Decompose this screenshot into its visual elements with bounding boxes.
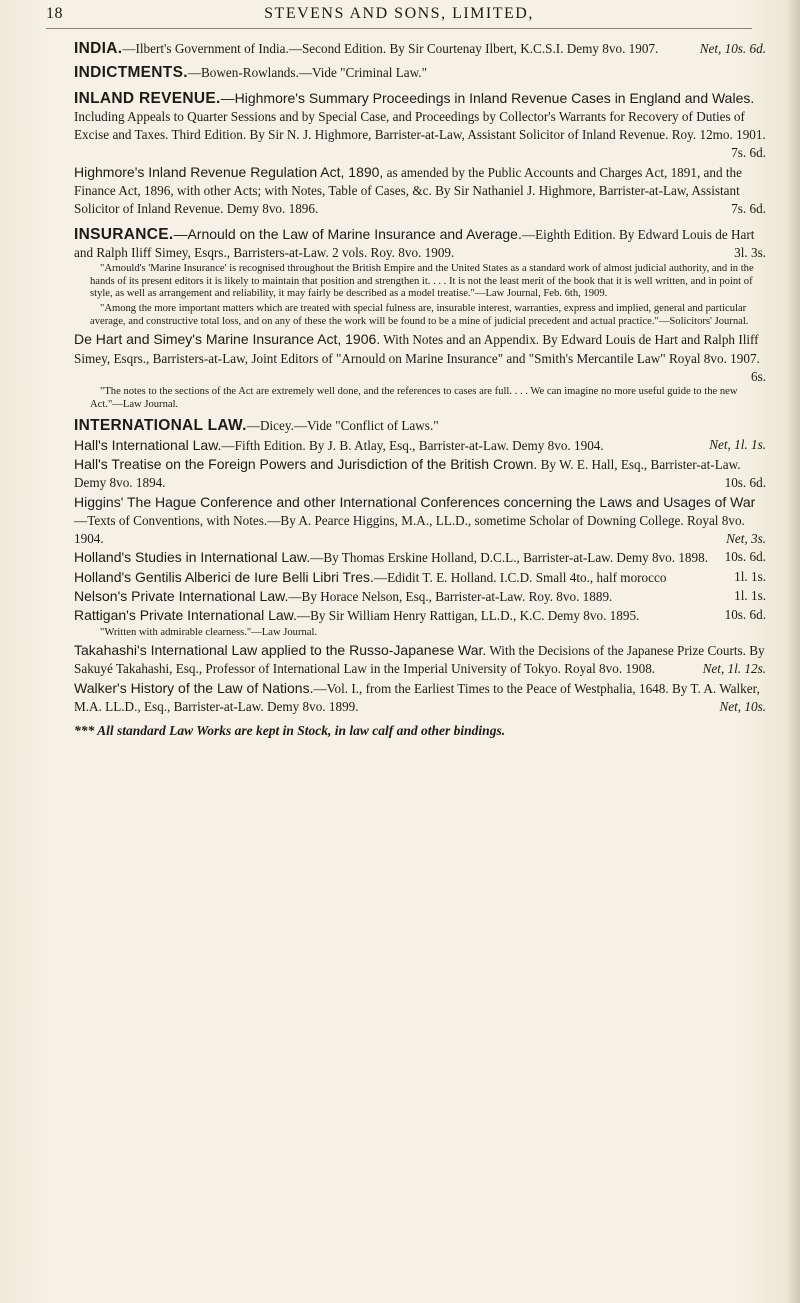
entry-price: 10s. 6d. bbox=[724, 607, 766, 623]
international-entry-hall bbox=[74, 436, 766, 455]
entry-price: Net, 10s. bbox=[719, 699, 766, 715]
running-head-title: STEVENS AND SONS, LIMITED, bbox=[264, 5, 534, 22]
indictments-xref: —Bowen-Rowlands.—Vide "Criminal Law." bbox=[187, 65, 427, 81]
international-entry-nelson bbox=[74, 587, 766, 606]
international-entry-rattigan bbox=[74, 606, 766, 625]
entry-price: Net, 3s. bbox=[726, 531, 766, 547]
page-edge-shadow bbox=[786, 0, 800, 1303]
section-inland-revenue bbox=[74, 89, 766, 219]
catalogue-content bbox=[74, 40, 766, 741]
entry-title: Rattigan's Private International Law. bbox=[74, 607, 297, 624]
page-number: 18 bbox=[46, 5, 63, 22]
section-heading-international-law: INTERNATIONAL LAW. bbox=[74, 417, 247, 435]
inland-entry2-price: 7s. 6d. bbox=[731, 201, 766, 217]
entry-text: —Texts of Conventions, with Notes.—By A. Pearce Higgins, M.A., LL.D., sometime Scholar of Downing College. Royal 8vo. 1904. bbox=[74, 512, 745, 547]
section-heading-india: INDIA. bbox=[74, 40, 123, 57]
inland-entry1-price: 7s. 6d. bbox=[731, 145, 766, 161]
entry-title: Holland's Gentilis Alberici de Iure Belli Libri Tres. bbox=[74, 568, 374, 585]
entry-text: —By Thomas Erskine Holland, D.C.L., Barrister-at-Law. Demy 8vo. 1898. bbox=[310, 550, 709, 566]
entry-text: With the Decisions of the Japanese Prize Courts. By Sakuyé Takahashi, Esq., Professor of International Law in the Imperial University of Tokyo. Royal 8vo. 1908. bbox=[74, 643, 765, 677]
section-international-law bbox=[74, 417, 766, 716]
entry-price: 10s. 6d. bbox=[724, 549, 766, 565]
entry-text: —Fifth Edition. By J. B. Atlay, Esq., Barrister-at-Law. Demy 8vo. 1904. bbox=[221, 437, 604, 453]
entry-price: Net, 1l. 1s. bbox=[709, 436, 766, 452]
international-entry-higgins bbox=[74, 493, 766, 549]
entry-title: Walker's History of the Law of Nations. bbox=[74, 679, 314, 696]
inland-entry2-title: Highmore's Inland Revenue Regulation Act, 1890, bbox=[74, 163, 384, 180]
entry-price: Net, 1l. 12s. bbox=[702, 661, 766, 677]
insurance-entry2-text: With Notes and an Appendix. By Edward Louis de Hart and Ralph Iliff Simey, Esqrs., Barristers-at-Law, Joint Editors of "Arnould on Marine Insurance" and "Smith's Mercantile Law" Royal 8vo. 1907. bbox=[74, 332, 760, 366]
header-rule bbox=[46, 28, 752, 29]
entry-text: —By Sir William Henry Rattigan, LL.D., K.C. Demy 8vo. 1895. bbox=[296, 608, 640, 624]
india-price: Net, 10s. 6d. bbox=[699, 41, 766, 56]
entry-title: Higgins' The Hague Conference and other International Conferences concerning the Laws and Usages of War bbox=[74, 493, 756, 510]
insurance-review-quote-2: "Among the more important matters which are treated with special fulness are, insurable interest, warranties, express and implied, general and particular average, and constructive total loss, and on any of these the work will be found to be a mine of judicial precedent and actual practice."—Solicitors' Journal. bbox=[90, 303, 749, 327]
insurance-review-quote-3: "The notes to the sections of the Act are extremely well done, and the references to cases are full. . . . We can imagine no more useful guide to the new Act."—Law Journal. bbox=[90, 386, 738, 410]
india-entry-text: —Ilbert's Government of India.—Second Edition. By Sir Courtenay Ilbert, K.C.S.I. Demy 8vo. 1907. bbox=[122, 41, 659, 56]
entry-text: —By Horace Nelson, Esq., Barrister-at-Law. Roy. 8vo. 1889. bbox=[288, 588, 613, 604]
entry-title: Nelson's Private International Law. bbox=[74, 587, 289, 604]
entry-title: Hall's Treatise on the Foreign Powers and Jurisdiction of the British Crown. bbox=[74, 455, 538, 472]
insurance-entry1-text: —Eighth Edition. By Edward Louis de Hart and Ralph Iliff Simey, Esqrs., Barristers-at-Law. 2 vols. Roy. 8vo. 1909. bbox=[74, 226, 755, 260]
insurance-review-quote-1: "Arnould's 'Marine Insurance' is recognised throughout the British Empire and the United States as a standard work of almost judicial authority, and in the hands of its present editors it is likely to maintain that position and strengthen it. . . . It is not the least merit of the book that it is well written, and in point of style, as well as arrangement and reliability, it may fairly be described as a model treatise."—Law Journal, Feb. 6th, 1909. bbox=[90, 263, 754, 300]
section-heading-inland-revenue: INLAND REVENUE. bbox=[74, 89, 221, 107]
inland-entry1-text: Including Appeals to Quarter Sessions and by Special Case, and Proceedings by Collector's Warrants for Recovery of Duties of Excise and Taxes. Third Edition. By Sir N. J. Highmore, Barrister-at-Law, Assistant Solicitor of Inland Revenue. Roy. 12mo. 1901. bbox=[74, 108, 766, 143]
international-entry-hall-treatise bbox=[74, 455, 766, 493]
section-india bbox=[74, 40, 766, 58]
international-xref: —Dicey.—Vide "Conflict of Laws." bbox=[246, 418, 439, 434]
section-indictments bbox=[74, 64, 766, 82]
entry-text: —Edidit T. E. Holland. I.C.D. Small 4to., half morocco bbox=[373, 569, 667, 585]
running-header bbox=[46, 2, 752, 24]
entry-title: Takahashi's International Law applied to the Russo-Japanese War. bbox=[74, 642, 487, 659]
section-heading-indictments: INDICTMENTS. bbox=[74, 64, 188, 82]
stock-footnote: *** All standard Law Works are kept in Stock, in law calf and other bindings. bbox=[74, 723, 506, 739]
insurance-entry2-title: De Hart and Simey's Marine Insurance Act, 1906. bbox=[74, 331, 381, 348]
entry-price: 1l. 1s. bbox=[734, 587, 766, 603]
entry-text: By W. E. Hall, Esq., Barrister-at-Law. Demy 8vo. 1894. bbox=[74, 456, 741, 491]
entry-price: 10s. 6d. bbox=[724, 475, 766, 491]
entry-text: —Vol. I., from the Earliest Times to the Peace of Westphalia, 1648. By T. A. Walker, M.A. LL.D., Esq., Barrister-at-Law. Demy 8vo. 1899. bbox=[74, 680, 760, 715]
international-entry-holland-studies bbox=[74, 548, 766, 567]
insurance-entry1-title: —Arnould on the Law of Marine Insurance and Average. bbox=[173, 225, 522, 242]
inland-entry1-title: —Highmore's Summary Proceedings in Inland Revenue Cases in England and Wales. bbox=[220, 89, 755, 106]
section-heading-insurance: INSURANCE. bbox=[74, 225, 174, 243]
inland-entry2-text: as amended by the Public Accounts and Charges Act, 1891, and the Finance Act, 1896, with other Acts; with Notes, Table of Cases, &c. By Sir Nathaniel J. Highmore, Barrister-at-Law, Assistant Solicitor of Inland Revenue. Demy 8vo. 1896. bbox=[74, 164, 742, 217]
entry-price: 1l. 1s. bbox=[734, 568, 766, 584]
international-entry-walker bbox=[74, 679, 766, 717]
rattigan-review-quote: "Written with admirable clearness."—Law Journal. bbox=[100, 626, 318, 638]
entry-title: Hall's International Law. bbox=[74, 436, 222, 453]
insurance-entry1-price: 3l. 3s. bbox=[734, 244, 766, 260]
entry-title: Holland's Studies in International Law. bbox=[74, 549, 311, 566]
international-entry-takahashi bbox=[74, 641, 766, 679]
international-entry-holland-gentilis bbox=[74, 568, 766, 587]
section-insurance bbox=[74, 225, 766, 412]
insurance-entry2-price: 6s. bbox=[750, 368, 766, 384]
